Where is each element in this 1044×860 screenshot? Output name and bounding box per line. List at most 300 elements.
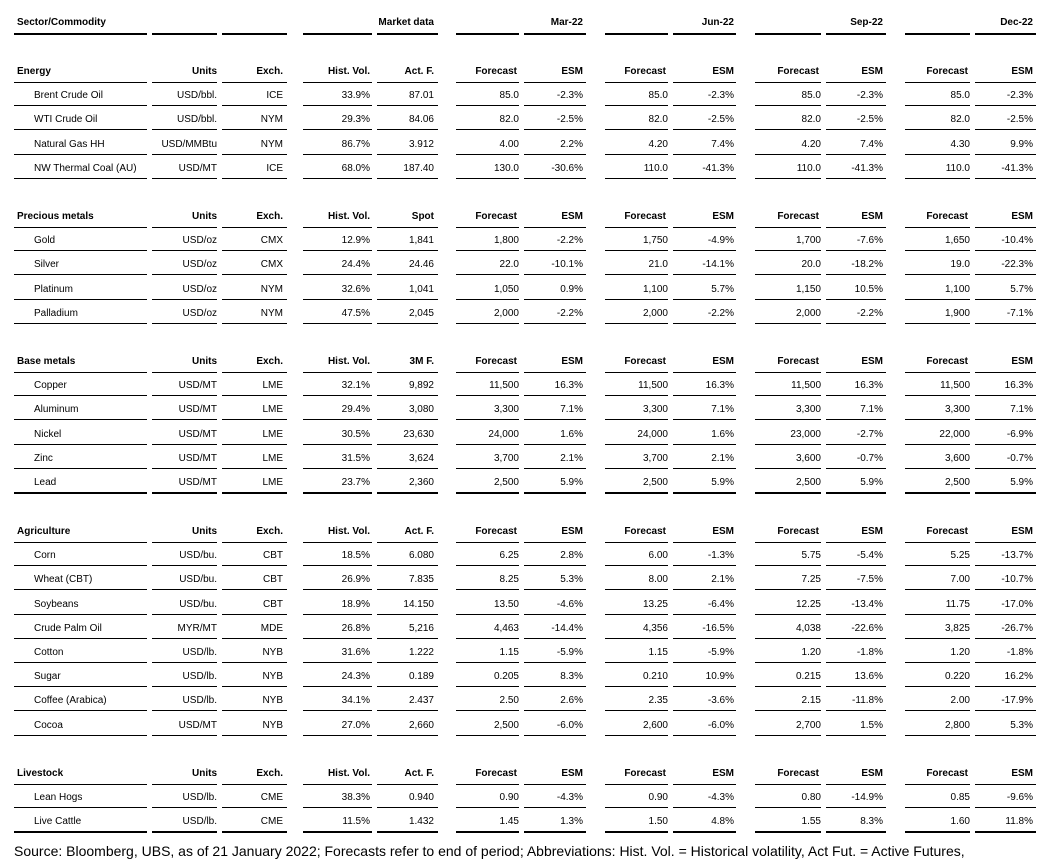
rule-line (456, 154, 519, 155)
col-header-esm: ESM (1011, 768, 1033, 779)
price-cell: 3,080 (408, 404, 434, 416)
forecast-cell: 1,150 (795, 283, 821, 295)
col-header-forecast: Forecast (624, 211, 666, 222)
forecast-cell: 2.00 (950, 695, 970, 707)
esm-cell: -30.6% (551, 162, 583, 174)
col-header-units: Units (192, 526, 217, 537)
esm-cell: -6.4% (707, 598, 734, 610)
rule-line (456, 662, 519, 663)
section-title: Base metals (17, 356, 76, 367)
rule-line (222, 589, 287, 590)
rule-line (673, 227, 736, 228)
commodity-name: Cotton (34, 647, 64, 658)
rule-line (755, 372, 821, 373)
price-cell: 2.437 (408, 695, 434, 707)
forecast-cell: 1,650 (944, 235, 970, 247)
rule-line (303, 735, 372, 737)
rule-line (673, 735, 736, 737)
price-cell: 2,045 (408, 307, 434, 319)
forecast-cell: 4,463 (493, 622, 519, 634)
forecast-cell: 20.0 (801, 259, 821, 271)
rule-line (826, 542, 886, 543)
rule-line (673, 542, 736, 543)
forecast-cell: 1.20 (801, 647, 821, 658)
units-cell: USD/lb. (182, 695, 217, 707)
rule-line (377, 129, 438, 130)
price-cell: 24.46 (408, 259, 434, 271)
rule-line (673, 105, 736, 106)
hist-vol-cell: 86.7% (341, 138, 370, 150)
rule-line (14, 178, 147, 180)
esm-cell: 16.2% (1004, 671, 1033, 683)
esm-cell: -5.9% (707, 647, 734, 658)
col-header-esm: ESM (712, 211, 734, 222)
rule-line (755, 662, 821, 663)
forecast-cell: 4.30 (950, 138, 970, 150)
units-cell: USD/bbl. (176, 114, 217, 126)
col-header-esm: ESM (861, 526, 883, 537)
rule-line (14, 807, 147, 808)
rule-line (14, 468, 147, 469)
rule-line (605, 565, 668, 566)
units-cell: MYR/MT (177, 622, 217, 634)
col-header-forecast: Forecast (926, 211, 968, 222)
commodity-name: Live Cattle (34, 816, 82, 828)
esm-cell: -2.2% (707, 307, 734, 319)
units-cell: USD/bu. (179, 574, 217, 586)
rule-line (975, 372, 1036, 373)
rule-line (975, 419, 1036, 420)
rule-line (975, 274, 1036, 275)
forecast-cell: 0.205 (493, 671, 519, 683)
rule-line (524, 178, 586, 180)
commodity-name: Coffee (Arabica) (34, 695, 107, 707)
forecast-cell: 1.15 (648, 647, 668, 658)
esm-cell: 5.3% (1010, 719, 1033, 731)
units-cell: USD/MT (178, 380, 217, 392)
rule-line (456, 686, 519, 687)
rule-line (673, 492, 736, 494)
rule-line (755, 784, 821, 785)
esm-cell: 1.5% (860, 719, 883, 731)
forecast-cell: 3,700 (493, 452, 519, 464)
rule-line (905, 372, 970, 373)
hist-vol-cell: 18.9% (341, 598, 370, 610)
rule-line (905, 227, 970, 228)
hist-vol-cell: 24.4% (341, 259, 370, 271)
units-cell: USD/MT (178, 719, 217, 731)
forecast-cell: 1,100 (642, 283, 668, 295)
rule-line (905, 82, 970, 83)
rule-line (524, 784, 586, 785)
rule-line (152, 710, 217, 711)
forecast-cell: 8.25 (499, 574, 519, 586)
rule-line (826, 468, 886, 469)
esm-cell: 13.6% (854, 671, 883, 683)
esm-cell: -2.2% (856, 307, 883, 319)
col-header-forecast: Forecast (624, 768, 666, 779)
forecast-cell: 11.75 (945, 598, 970, 610)
rule-line (377, 492, 438, 494)
commodity-name: Gold (34, 235, 56, 247)
forecast-cell: 3,300 (493, 404, 519, 416)
rule-line (524, 638, 586, 639)
rule-line (303, 419, 372, 420)
rule-line (673, 82, 736, 83)
rule-line (14, 33, 147, 35)
rule-line (377, 468, 438, 469)
rule-line (605, 250, 668, 251)
esm-cell: -0.7% (1006, 452, 1033, 464)
rule-line (605, 710, 668, 711)
rule-line (975, 178, 1036, 180)
units-cell: USD/MMBtu (161, 138, 217, 150)
price-cell: 23,630 (403, 428, 434, 440)
rule-line (152, 735, 217, 737)
rule-line (755, 589, 821, 590)
forecast-cell: 24,000 (488, 428, 519, 440)
units-cell: USD/lb. (182, 671, 217, 683)
rule-line (673, 614, 736, 615)
rule-line (14, 565, 147, 566)
rule-line (975, 807, 1036, 808)
forecast-cell: 12.25 (795, 598, 821, 610)
rule-line (456, 710, 519, 711)
col-header-forecast: Forecast (777, 66, 819, 77)
rule-line (303, 178, 372, 180)
esm-cell: -4.6% (556, 598, 583, 610)
rule-line (456, 807, 519, 808)
rule-line (14, 299, 147, 300)
hist-vol-cell: 27.0% (341, 719, 370, 731)
rule-line (605, 542, 668, 543)
exch-cell: CBT (263, 574, 283, 586)
rule-line (152, 372, 217, 373)
forecast-cell: 85.0 (801, 90, 821, 102)
rule-line (524, 82, 586, 83)
rule-line (905, 662, 970, 663)
col-header-price: Act. F. (404, 526, 434, 537)
rule-line (524, 542, 586, 543)
rule-line (303, 831, 372, 833)
rule-line (826, 372, 886, 373)
rule-line (905, 807, 970, 808)
rule-line (14, 662, 147, 663)
esm-cell: -41.3% (1001, 162, 1033, 174)
rule-line (303, 686, 372, 687)
rule-line (975, 323, 1036, 325)
units-cell: USD/bu. (179, 550, 217, 562)
forecast-cell: 7.00 (950, 574, 970, 586)
commodity-name: Cocoa (34, 719, 63, 731)
esm-cell: 0.9% (560, 283, 583, 295)
forecast-cell: 110.0 (945, 162, 970, 174)
commodity-name: Lean Hogs (34, 792, 83, 804)
section-title: Energy (17, 66, 51, 77)
rule-line (152, 323, 217, 325)
rule-line (377, 638, 438, 639)
hist-vol-cell: 34.1% (341, 695, 370, 707)
rule-line (152, 82, 217, 83)
esm-cell: -22.6% (851, 622, 883, 634)
exch-cell: NYB (262, 647, 283, 658)
rule-line (377, 589, 438, 590)
rule-line (673, 565, 736, 566)
price-cell: 14.150 (403, 598, 434, 610)
rule-line (755, 807, 821, 808)
rule-line (456, 274, 519, 275)
rule-line (377, 784, 438, 785)
rule-line (975, 250, 1036, 251)
forecast-cell: 19.0 (950, 259, 970, 271)
commodity-name: Wheat (CBT) (34, 574, 93, 586)
forecast-cell: 2,600 (642, 719, 668, 731)
commodity-name: Brent Crude Oil (34, 90, 103, 102)
col-header-esm: ESM (861, 768, 883, 779)
forecast-cell: 1.20 (950, 647, 970, 658)
rule-line (524, 565, 586, 566)
esm-cell: 5.9% (860, 477, 883, 488)
rule-line (152, 662, 217, 663)
rule-line (377, 82, 438, 83)
price-cell: 187.40 (403, 162, 434, 174)
rule-line (826, 492, 886, 494)
esm-cell: -22.3% (1001, 259, 1033, 271)
rule-line (975, 105, 1036, 106)
forecast-cell: 4.00 (499, 138, 519, 150)
units-cell: USD/bbl. (176, 90, 217, 102)
rule-line (975, 33, 1036, 35)
hist-vol-cell: 32.1% (341, 380, 370, 392)
rule-line (377, 444, 438, 445)
exch-cell: CMX (260, 235, 283, 247)
rule-line (524, 395, 586, 396)
hist-vol-cell: 33.9% (341, 90, 370, 102)
rule-line (975, 784, 1036, 785)
exch-cell: LME (262, 452, 283, 464)
rule-line (303, 274, 372, 275)
rule-line (524, 589, 586, 590)
col-header-forecast: Forecast (926, 356, 968, 367)
rule-line (673, 419, 736, 420)
rule-line (975, 735, 1036, 737)
rule-line (222, 831, 287, 833)
rule-line (14, 395, 147, 396)
exch-cell: CBT (263, 550, 283, 562)
forecast-cell: 3,700 (642, 452, 668, 464)
price-cell: 87.01 (408, 90, 434, 102)
source-footnote: Source: Bloomberg, UBS, as of 21 January 2022; Forecasts refer to end of period; Abbreviations: Hist. Vol. = Historical volatility, Act Fut. = Active Futures, (14, 843, 965, 859)
rule-line (755, 33, 821, 35)
rule-line (524, 492, 586, 494)
rule-line (755, 638, 821, 639)
col-header-esm: ESM (712, 66, 734, 77)
col-header-forecast: Forecast (777, 211, 819, 222)
esm-cell: -1.3% (707, 550, 734, 562)
price-cell: 0.940 (408, 792, 434, 804)
esm-cell: -3.6% (707, 695, 734, 707)
rule-line (755, 178, 821, 180)
rule-line (456, 395, 519, 396)
rule-line (222, 444, 287, 445)
rule-line (524, 154, 586, 155)
commodity-name: Crude Palm Oil (34, 622, 102, 634)
rule-line (456, 323, 519, 325)
exch-cell: NYM (260, 307, 283, 319)
forecast-cell: 3,300 (795, 404, 821, 416)
rule-line (905, 299, 970, 300)
forecast-cell: 11,500 (489, 380, 519, 392)
rule-line (524, 419, 586, 420)
commodity-name: Copper (34, 380, 67, 392)
rule-line (673, 323, 736, 325)
rule-line (673, 662, 736, 663)
exch-cell: NYM (260, 138, 283, 150)
rule-line (222, 710, 287, 711)
hist-vol-cell: 24.3% (341, 671, 370, 683)
rule-line (975, 565, 1036, 566)
rule-line (14, 82, 147, 83)
rule-line (826, 105, 886, 106)
forecast-cell: 1.45 (499, 816, 519, 828)
col-header-forecast: Forecast (624, 526, 666, 537)
rule-line (456, 105, 519, 106)
col-header-units: Units (192, 356, 217, 367)
esm-cell: -4.3% (556, 792, 583, 804)
esm-cell: 16.3% (554, 380, 583, 392)
rule-line (377, 662, 438, 663)
rule-line (905, 710, 970, 711)
forecast-cell: 85.0 (648, 90, 668, 102)
rule-line (975, 444, 1036, 445)
rule-line (152, 638, 217, 639)
rule-line (222, 735, 287, 737)
rule-line (524, 735, 586, 737)
units-cell: USD/MT (178, 404, 217, 416)
forecast-cell: 2,000 (642, 307, 668, 319)
rule-line (303, 129, 372, 130)
esm-cell: -2.3% (707, 90, 734, 102)
esm-cell: -17.9% (1001, 695, 1033, 707)
rule-line (755, 299, 821, 300)
rule-line (905, 589, 970, 590)
rule-line (14, 129, 147, 130)
rule-line (222, 468, 287, 469)
rule-line (222, 33, 287, 35)
forecast-cell: 0.215 (795, 671, 821, 683)
rule-line (755, 710, 821, 711)
rule-line (905, 542, 970, 543)
hist-vol-cell: 30.5% (341, 428, 370, 440)
forecast-cell: 1,800 (493, 235, 519, 247)
price-cell: 1,041 (408, 283, 434, 295)
rule-line (524, 299, 586, 300)
forecast-cell: 4.20 (801, 138, 821, 150)
hist-vol-cell: 31.6% (341, 647, 370, 658)
rule-line (975, 227, 1036, 228)
rule-line (14, 444, 147, 445)
rule-line (905, 250, 970, 251)
rule-line (152, 542, 217, 543)
rule-line (826, 323, 886, 325)
col-header-esm: ESM (712, 356, 734, 367)
rule-line (152, 614, 217, 615)
rule-line (673, 129, 736, 130)
esm-cell: 5.3% (560, 574, 583, 586)
rule-line (975, 395, 1036, 396)
forecast-cell: 0.210 (642, 671, 668, 683)
esm-cell: -10.7% (1001, 574, 1033, 586)
esm-cell: -41.3% (702, 162, 734, 174)
esm-cell: -6.9% (1006, 428, 1033, 440)
rule-line (377, 807, 438, 808)
rule-line (377, 105, 438, 106)
rule-line (152, 589, 217, 590)
esm-cell: -14.9% (851, 792, 883, 804)
forecast-cell: 130.0 (493, 162, 519, 174)
rule-line (303, 372, 372, 373)
forecast-cell: 1.15 (499, 647, 519, 658)
section-title: Livestock (17, 768, 64, 779)
rule-line (152, 154, 217, 155)
esm-cell: -16.5% (702, 622, 734, 634)
rule-line (303, 662, 372, 663)
rule-line (755, 154, 821, 155)
rule-line (524, 372, 586, 373)
rule-line (152, 395, 217, 396)
hist-vol-cell: 26.9% (341, 574, 370, 586)
rule-line (673, 686, 736, 687)
rule-line (524, 33, 586, 35)
rule-line (152, 227, 217, 228)
forecast-cell: 0.80 (801, 792, 821, 804)
col-header-units: Units (192, 66, 217, 77)
commodity-name: Palladium (34, 307, 78, 319)
rule-line (222, 372, 287, 373)
forecast-cell: 7.25 (801, 574, 821, 586)
rule-line (377, 831, 438, 833)
col-header-exch: Exch. (256, 526, 283, 537)
rule-line (975, 638, 1036, 639)
esm-cell: -7.5% (856, 574, 883, 586)
rule-line (905, 129, 970, 130)
rule-line (222, 686, 287, 687)
rule-line (905, 419, 970, 420)
forecast-cell: 3,300 (944, 404, 970, 416)
rule-line (377, 542, 438, 543)
rule-line (377, 686, 438, 687)
hist-vol-cell: 29.4% (341, 404, 370, 416)
rule-line (673, 710, 736, 711)
esm-cell: -4.9% (707, 235, 734, 247)
forecast-cell: 2.15 (801, 695, 821, 707)
esm-cell: -13.4% (851, 598, 883, 610)
rule-line (377, 299, 438, 300)
rule-line (975, 542, 1036, 543)
rule-line (456, 468, 519, 469)
rule-line (152, 129, 217, 130)
units-cell: USD/oz (182, 235, 217, 247)
rule-line (605, 468, 668, 469)
rule-line (152, 807, 217, 808)
price-cell: 1,841 (408, 235, 434, 247)
rule-line (826, 565, 886, 566)
rule-line (303, 82, 372, 83)
rule-line (152, 178, 217, 180)
units-cell: USD/bu. (179, 598, 217, 610)
forecast-cell: 2.50 (499, 695, 519, 707)
col-header-forecast: Forecast (475, 211, 517, 222)
